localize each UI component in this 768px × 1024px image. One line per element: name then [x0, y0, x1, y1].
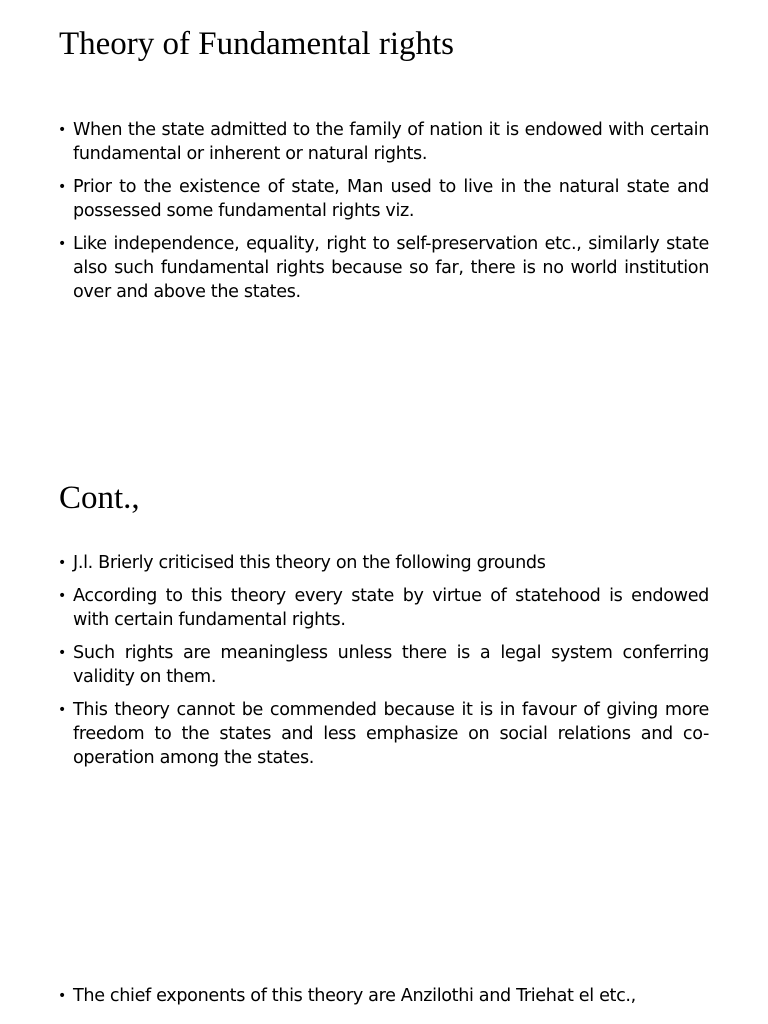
bullet-item [58, 584, 709, 632]
bullet-item [58, 641, 709, 689]
bullet-icon: • [58, 988, 66, 1004]
bullet-icon: • [58, 588, 66, 604]
slide-title: Theory of Fundamental rights [59, 26, 455, 62]
bullet-text: When the state admitted to the family of nation it is endowed with certain fundamental or inherent or natural rights. [73, 120, 709, 164]
bullet-icon: • [58, 555, 66, 571]
bullet-text: This theory cannot be commended because it is in favour of giving more freedom to the states and less emphasize on social relations and co-operation among the states. [73, 700, 709, 768]
bullet-list [58, 984, 709, 1017]
bullet-item [58, 232, 709, 304]
bullet-text: Like independence, equality, right to self-preservation etc., similarly state also such fundamental rights because so far, there is no world institution over and above the states. [73, 234, 709, 302]
bullet-item [58, 698, 709, 770]
bullet-item [58, 118, 709, 166]
slide-title: Cont., [59, 480, 140, 516]
bullet-list [58, 551, 709, 779]
bullet-list [58, 118, 709, 313]
bullet-icon: • [58, 236, 66, 252]
bullet-icon: • [58, 179, 66, 195]
bullet-item [58, 175, 709, 223]
bullet-text: The chief exponents of this theory are Anzilothi and Triehat el etc., [73, 986, 636, 1006]
bullet-text: According to this theory every state by virtue of statehood is endowed with certain fundamental rights. [73, 586, 709, 630]
bullet-icon: • [58, 702, 66, 718]
bullet-item [58, 551, 709, 575]
bullet-text: Such rights are meaningless unless there is a legal system conferring validity on them. [73, 643, 709, 687]
bullet-icon: • [58, 122, 66, 138]
bullet-icon: • [58, 645, 66, 661]
bullet-item [58, 984, 709, 1008]
bullet-text: Prior to the existence of state, Man used to live in the natural state and possessed some fundamental rights viz. [73, 177, 709, 221]
bullet-text: J.l. Brierly criticised this theory on the following grounds [73, 553, 546, 573]
